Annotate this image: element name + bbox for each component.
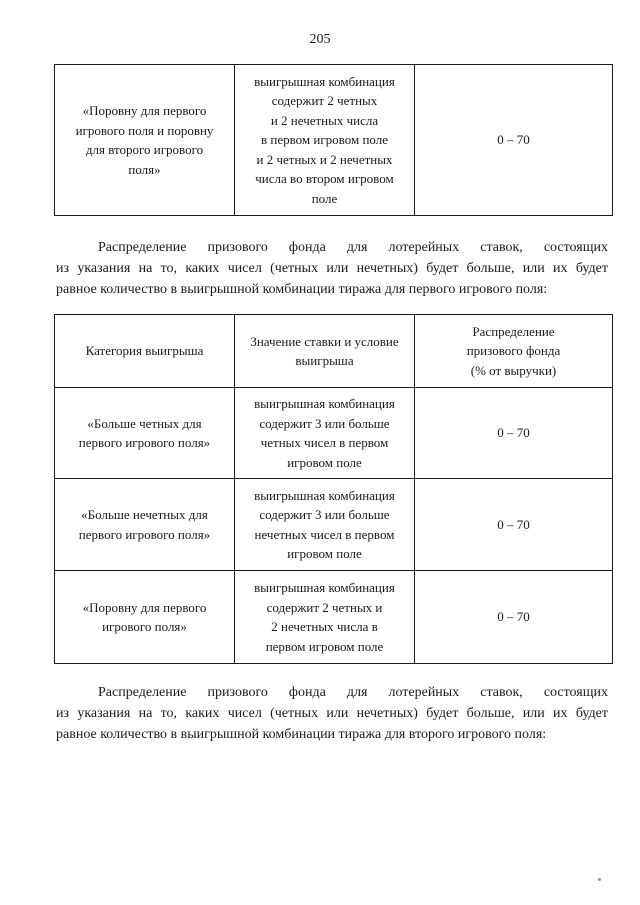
condition-line: содержит 2 четных	[271, 93, 378, 109]
header-line: выигрыша	[295, 353, 354, 368]
condition-line: нечетных чисел в первом	[254, 526, 395, 542]
condition-line: содержит 3 или больше	[259, 415, 390, 431]
page-number: 205	[309, 32, 331, 47]
paragraph-line: из указания на то, каких чисел (четных или нечетных) будет больше, или их будет	[56, 261, 608, 276]
table-row	[55, 479, 613, 571]
win-condition-cell	[235, 65, 415, 216]
table-row	[55, 65, 613, 216]
category-line: игрового поля»	[102, 619, 187, 634]
paragraph-first-field	[56, 237, 608, 300]
distribution-cell: 0 – 70	[415, 479, 613, 571]
category-line: «Больше четных для	[87, 415, 202, 431]
win-condition-cell	[235, 388, 415, 479]
header-line: (% от выручки)	[470, 362, 557, 378]
condition-line: в первом игровом поле	[260, 132, 388, 148]
first-field-prize-table	[54, 314, 613, 664]
condition-line: поле	[311, 190, 338, 206]
table-row	[55, 571, 613, 664]
condition-line: игровом поле	[287, 546, 362, 561]
distribution-cell: 0 – 70	[415, 388, 613, 479]
condition-line: содержит 3 или больше	[259, 507, 390, 522]
distribution-cell: 0 – 70	[415, 65, 613, 216]
condition-line: и 2 четных и 2 нечетных	[256, 151, 393, 167]
category-line: первого игрового поля»	[78, 435, 211, 450]
condition-line: 2 нечетных числа в	[271, 619, 378, 634]
paragraph-second-field	[56, 682, 608, 745]
win-condition-cell	[235, 571, 415, 664]
condition-line: содержит 2 четных и	[266, 599, 383, 615]
header-line: Распределение	[472, 323, 555, 339]
condition-line: выигрышная комбинация	[254, 580, 395, 595]
header-condition	[235, 315, 415, 388]
category-line: первого игрового поля»	[78, 526, 211, 542]
category-line: «Больше нечетных для	[81, 507, 208, 522]
table-row	[55, 388, 613, 479]
condition-line: числа во втором игровом	[255, 171, 394, 187]
category-line: «Поровну для первого	[82, 599, 207, 615]
header-line: Категория выигрыша	[85, 343, 204, 359]
prize-category-cell	[55, 479, 235, 571]
paragraph-line: Распределение призового фонда для лотерейных ставок, состоящих	[98, 685, 608, 700]
win-condition-cell	[235, 479, 415, 571]
header-line: Значение ставки и условие	[250, 333, 399, 349]
paragraph-line: Распределение призового фонда для лотерейных ставок, состоящих	[98, 240, 608, 255]
condition-line: выигрышная комбинация	[254, 487, 395, 503]
table-header-row	[55, 315, 613, 388]
paragraph-line: равное количество в выигрышной комбинации тиража для первого игрового поля:	[56, 282, 548, 297]
category-line: поля»	[128, 161, 161, 177]
condition-line: первом игровом поле	[265, 638, 384, 654]
condition-line: игровом поле	[287, 454, 362, 470]
condition-line: четных чисел в первом	[260, 435, 389, 450]
distribution-cell: 0 – 70	[415, 571, 613, 664]
prize-category-cell	[55, 65, 235, 216]
condition-line: выигрышная комбинация	[254, 73, 395, 89]
header-category	[55, 315, 235, 388]
header-distribution	[415, 315, 613, 388]
paragraph-line: из указания на то, каких чисел (четных или нечетных) будет больше, или их будет	[56, 706, 608, 721]
continued-prize-table	[54, 64, 613, 216]
category-line: «Поровну для первого	[82, 103, 207, 118]
prize-category-cell	[55, 388, 235, 479]
prize-category-cell	[55, 571, 235, 664]
condition-line: и 2 нечетных числа	[270, 112, 379, 128]
category-line: игрового поля и поровну	[75, 122, 214, 138]
paragraph-line: равное количество в выигрышной комбинации тиража для второго игрового поля:	[56, 727, 547, 742]
header-line: призового фонда	[466, 343, 561, 359]
scan-speck	[598, 878, 601, 881]
category-line: для второго игрового	[85, 142, 204, 157]
condition-line: выигрышная комбинация	[254, 396, 395, 411]
